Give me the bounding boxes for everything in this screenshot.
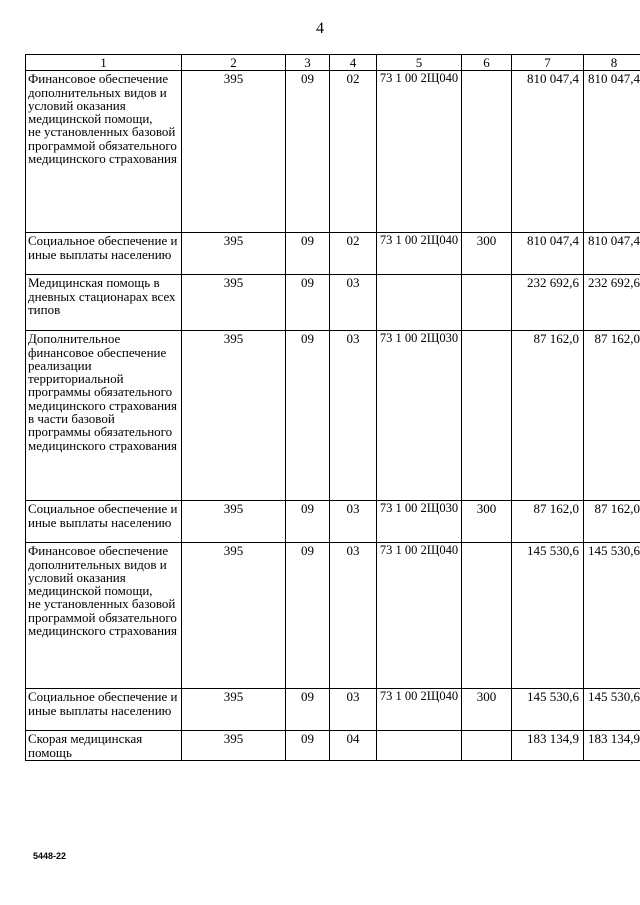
row-expense-type — [462, 731, 512, 761]
row-target-code: 73 1 00 2Щ040 — [377, 233, 462, 275]
row-amount: 145 530,6 — [512, 689, 584, 731]
row-ministry-code: 395 — [182, 501, 286, 543]
row-target-code: 73 1 00 2Щ040 — [377, 689, 462, 731]
table-row — [26, 731, 640, 761]
header-col-2: 2 — [182, 55, 286, 71]
row-amount-total: 87 162,0 — [584, 331, 640, 501]
row-amount-total: 145 530,6 — [584, 543, 640, 689]
table-row — [26, 331, 640, 501]
row-subsection: 02 — [330, 71, 377, 233]
row-amount: 810 047,4 — [512, 71, 584, 233]
row-amount: 87 162,0 — [512, 331, 584, 501]
row-section: 09 — [286, 731, 330, 761]
row-name: Социальное обеспечение и иные выплаты населению — [26, 233, 182, 275]
row-subsection: 03 — [330, 275, 377, 331]
row-subsection: 03 — [330, 501, 377, 543]
row-subsection: 03 — [330, 543, 377, 689]
row-ministry-code: 395 — [182, 543, 286, 689]
row-amount-total: 810 047,4 — [584, 233, 640, 275]
row-section: 09 — [286, 275, 330, 331]
header-col-6: 6 — [462, 55, 512, 71]
table-row — [26, 275, 640, 331]
row-name: Медицинская помощь в дневных стационарах всех типов — [26, 275, 182, 331]
row-expense-type — [462, 275, 512, 331]
page-number: 4 — [316, 20, 324, 37]
row-section: 09 — [286, 71, 330, 233]
header-col-7: 7 — [512, 55, 584, 71]
row-amount: 232 692,6 — [512, 275, 584, 331]
header-col-3: 3 — [286, 55, 330, 71]
row-amount: 183 134,9 — [512, 731, 584, 761]
row-ministry-code: 395 — [182, 689, 286, 731]
table-row — [26, 501, 640, 543]
row-amount: 145 530,6 — [512, 543, 584, 689]
document-code: 5448-22 — [33, 851, 67, 861]
table-row — [26, 543, 640, 689]
header-col-1: 1 — [26, 55, 182, 71]
row-amount-total: 145 530,6 — [584, 689, 640, 731]
row-ministry-code: 395 — [182, 275, 286, 331]
row-name: Финансовое обеспечение дополнительных видов и условий оказания медицинской помощи, не установленных базовой программой обязательного медицинского страхования — [26, 543, 182, 689]
row-expense-type: 300 — [462, 233, 512, 275]
row-ministry-code: 395 — [182, 331, 286, 501]
row-section: 09 — [286, 543, 330, 689]
row-name: Скорая медицинская помощь — [26, 731, 182, 761]
row-section: 09 — [286, 233, 330, 275]
row-target-code: 73 1 00 2Щ030 — [377, 501, 462, 543]
row-name: Дополнительное финансовое обеспечение реализации территориальной программы обязательного медицинского страхования в части базовой программы обязательного медицинского страхования — [26, 331, 182, 501]
row-target-code — [377, 275, 462, 331]
row-ministry-code: 395 — [182, 71, 286, 233]
row-name: Социальное обеспечение и иные выплаты населению — [26, 501, 182, 543]
row-target-code: 73 1 00 2Щ040 — [377, 543, 462, 689]
table-header-row — [26, 55, 640, 71]
row-ministry-code: 395 — [182, 731, 286, 761]
row-target-code: 73 1 00 2Щ030 — [377, 331, 462, 501]
budget-table — [25, 54, 640, 761]
row-subsection: 02 — [330, 233, 377, 275]
row-amount-total: 810 047,4 — [584, 71, 640, 233]
row-name: Социальное обеспечение и иные выплаты населению — [26, 689, 182, 731]
row-expense-type — [462, 543, 512, 689]
row-expense-type: 300 — [462, 689, 512, 731]
table-row — [26, 233, 640, 275]
row-subsection: 04 — [330, 731, 377, 761]
header-col-5: 5 — [377, 55, 462, 71]
header-col-4: 4 — [330, 55, 377, 71]
row-name: Финансовое обеспечение дополнительных видов и условий оказания медицинской помощи, не установленных базовой программой обязательного медицинского страхования — [26, 71, 182, 233]
row-section: 09 — [286, 331, 330, 501]
row-target-code — [377, 731, 462, 761]
row-expense-type: 300 — [462, 501, 512, 543]
row-amount-total: 183 134,9 — [584, 731, 640, 761]
row-subsection: 03 — [330, 689, 377, 731]
row-subsection: 03 — [330, 331, 377, 501]
row-expense-type — [462, 71, 512, 233]
row-target-code: 73 1 00 2Щ040 — [377, 71, 462, 233]
table-row — [26, 689, 640, 731]
row-amount-total: 87 162,0 — [584, 501, 640, 543]
row-section: 09 — [286, 689, 330, 731]
row-expense-type — [462, 331, 512, 501]
header-col-8: 8 — [584, 55, 640, 71]
row-amount: 87 162,0 — [512, 501, 584, 543]
row-ministry-code: 395 — [182, 233, 286, 275]
row-amount-total: 232 692,6 — [584, 275, 640, 331]
table-row — [26, 71, 640, 233]
row-amount: 810 047,4 — [512, 233, 584, 275]
row-section: 09 — [286, 501, 330, 543]
